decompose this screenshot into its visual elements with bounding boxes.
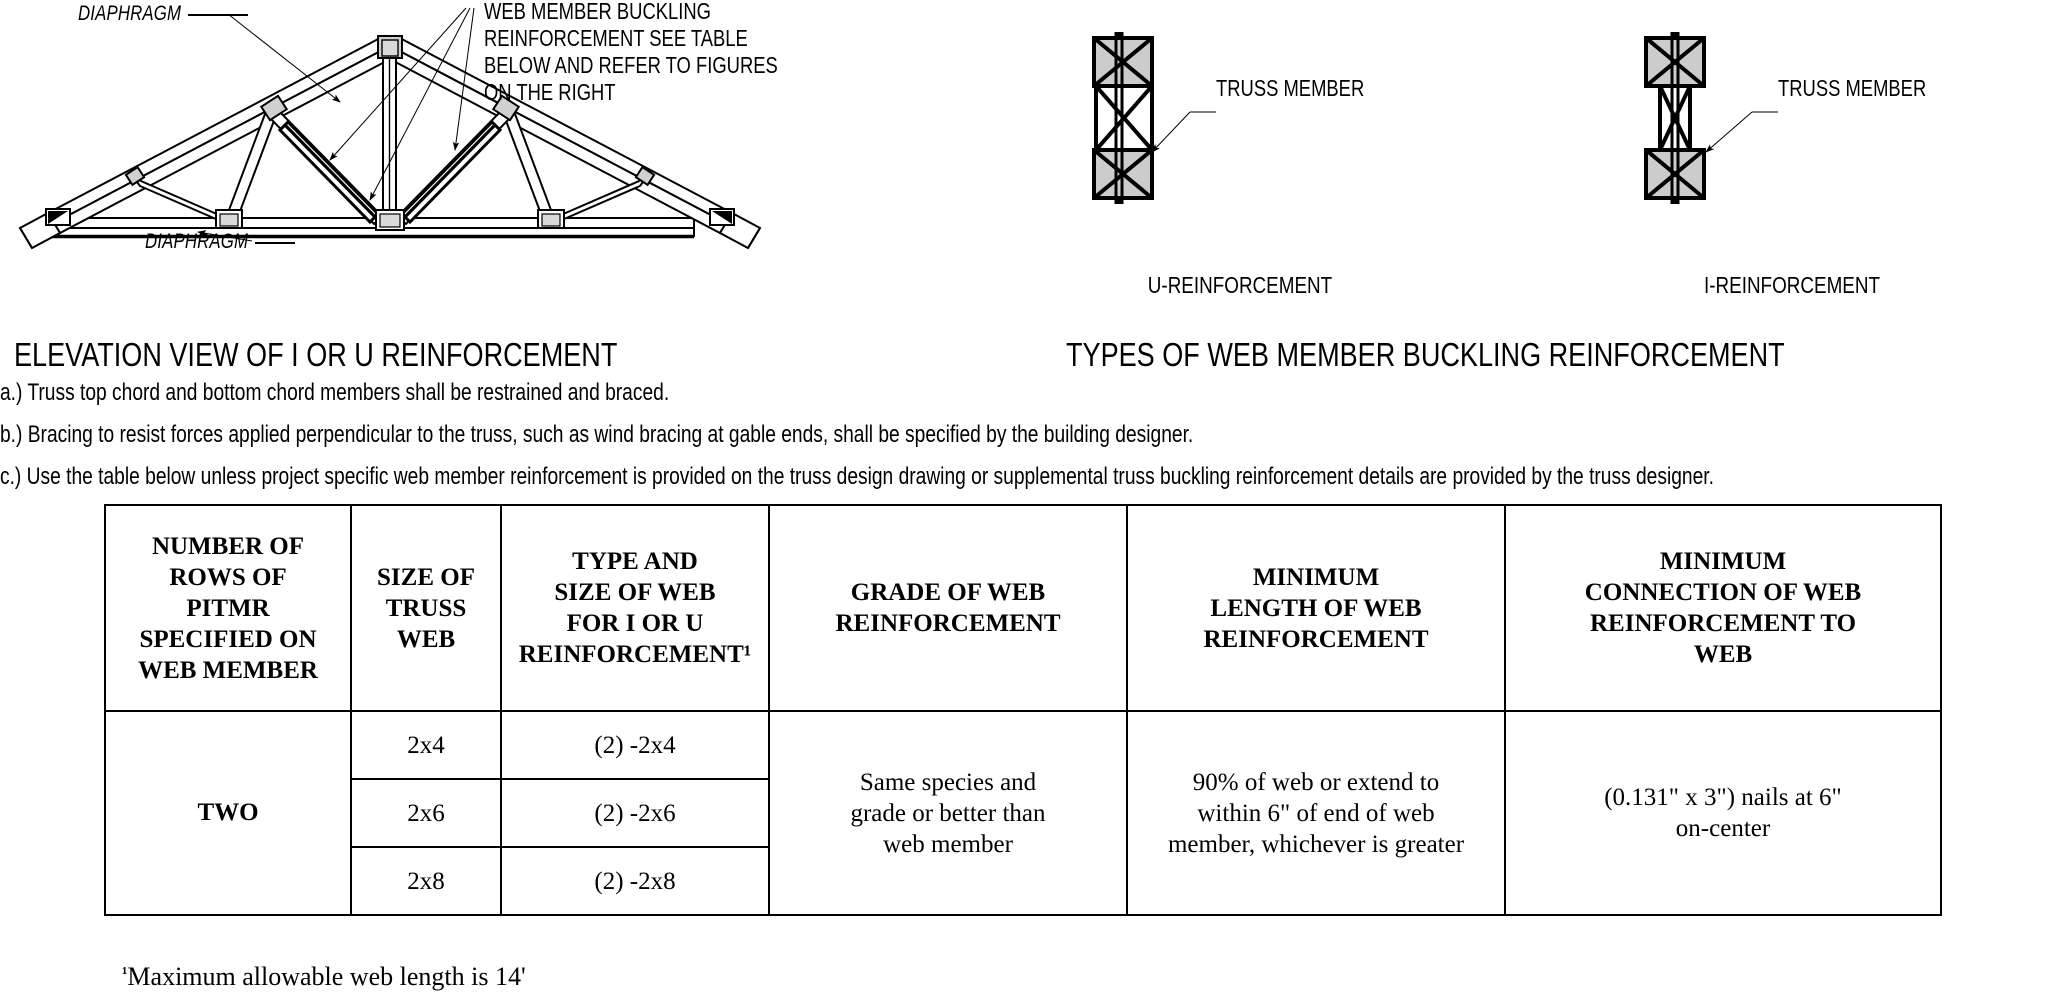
cell-web-size-1: 2x4 [351, 711, 501, 779]
table-row [105, 711, 1941, 779]
reinforcement-strip-right [402, 122, 500, 222]
u-reinforcement-label: U-REINFORCEMENT [1147, 272, 1333, 298]
header-line: REINFORCEMENT [1203, 625, 1429, 653]
callout-web-line-3: BELOW AND REFER TO FIGURES [484, 52, 778, 78]
header-line: REINFORCEMENT TO [1589, 610, 1857, 637]
header-line: REINFORCEMENT¹ [518, 641, 752, 668]
header-line: GRADE OF WEB [850, 579, 1046, 606]
header-size-of-truss-web [351, 505, 501, 711]
cell-line: 90% of web or extend to [1192, 768, 1440, 796]
types-of-reinforcement-title: TYPES OF WEB MEMBER BUCKLING REINFORCEMENT [1066, 336, 1785, 373]
leader-diaphragm-bottom [255, 242, 295, 244]
cell-minimum-connection [1505, 711, 1941, 915]
cell-line: grade or better than [850, 799, 1046, 827]
cell-web-size-2: 2x6 [351, 779, 501, 847]
header-type-and-size-of-web [501, 505, 769, 711]
footnote-superscript: ¹ [122, 963, 128, 983]
reinforcement-strip-left [280, 122, 378, 222]
table-head [105, 505, 1941, 711]
note-b: b.) Bracing to resist forces applied perpendicular to the truss, such as wind bracing at gable ends, shall be specified by the building designer. [0, 421, 1194, 448]
header-line: CONNECTION OF WEB [1584, 579, 1862, 606]
king-post [383, 48, 396, 220]
elevation-view-title: ELEVATION VIEW OF I OR U REINFORCEMENT [14, 336, 618, 373]
header-line: REINFORCEMENT [835, 610, 1061, 637]
header-line: SIZE OF [377, 563, 475, 591]
header-line: ROWS OF [169, 563, 287, 591]
u-truss-member-label: TRUSS MEMBER [1216, 75, 1365, 101]
cell-web-size-3: 2x8 [351, 847, 501, 915]
cell-line: within 6" of end of web [1197, 799, 1435, 827]
i-profile [1660, 86, 1690, 150]
callout-web-line-2: REINFORCEMENT SEE TABLE [484, 25, 748, 51]
table-header-row [105, 505, 1941, 711]
note-c: c.) Use the table below unless project specific web member reinforcement is provided on the truss design drawing or supplemental truss buckling reinforcement details are provided by the truss designer. [0, 463, 1714, 490]
callout-web-line-1: WEB MEMBER BUCKLING [484, 0, 711, 24]
table-footnote [122, 962, 526, 992]
header-line: WEB [396, 625, 456, 653]
u-profile [1096, 86, 1152, 150]
callout-web-member-buckling [484, 0, 814, 106]
header-line: PITMR [186, 594, 270, 622]
header-line: WEB MEMBER [138, 656, 318, 684]
cell-reinforcement-size-2: (2) -2x6 [501, 779, 769, 847]
cell-line: member, whichever is greater [1167, 830, 1465, 858]
header-line: NUMBER OF [151, 532, 305, 560]
header-line: SPECIFIED ON [139, 625, 317, 653]
header-line: MINIMUM [1659, 548, 1787, 575]
table-body [105, 711, 1941, 915]
reinforcement-table-container [104, 504, 1940, 916]
note-a: a.) Truss top chord and bottom chord members shall be restrained and braced. [0, 379, 670, 406]
reinforcement-table [104, 504, 1942, 916]
cell-grade-of-web-reinforcement [769, 711, 1127, 915]
header-minimum-length-of-web-reinforcement [1127, 505, 1505, 711]
i-top-block [1646, 38, 1704, 86]
cell-line: (0.131" x 3") nails at 6" [1604, 784, 1842, 811]
callout-web-line-4: ON THE RIGHT [484, 79, 616, 105]
header-line: LENGTH OF WEB [1210, 594, 1422, 622]
cell-minimum-length [1127, 711, 1505, 915]
header-grade-of-web-reinforcement [769, 505, 1127, 711]
cell-reinforcement-size-1: (2) -2x4 [501, 711, 769, 779]
cell-line: web member [883, 830, 1013, 858]
header-minimum-connection-of-web-reinforcement-to-web [1505, 505, 1941, 711]
header-line: FOR I OR U [566, 610, 704, 637]
callout-diaphragm-bottom-text: DIAPHRAGM [145, 230, 249, 253]
i-truss-member-label: TRUSS MEMBER [1778, 75, 1927, 101]
u-reinforcement-figure [1094, 32, 1216, 204]
callout-diaphragm-top-text: DIAPHRAGM [78, 2, 182, 25]
footnote-text: Maximum allowable web length is 14' [127, 962, 526, 991]
i-reinforcement-figure [1646, 32, 1778, 204]
header-number-of-rows [105, 505, 351, 711]
header-line: SIZE OF WEB [554, 579, 716, 606]
header-line: TRUSS [385, 594, 467, 622]
header-line: TYPE AND [572, 548, 698, 575]
cell-row-label-two: TWO [105, 711, 351, 915]
cell-line: Same species and [859, 768, 1037, 796]
cell-line: on-center [1675, 815, 1771, 842]
i-bottom-block [1646, 150, 1704, 198]
header-line: WEB [1693, 641, 1753, 668]
i-reinforcement-label: I-REINFORCEMENT [1703, 272, 1881, 298]
cell-reinforcement-size-3: (2) -2x8 [501, 847, 769, 915]
notes-block [0, 378, 2052, 504]
header-line: MINIMUM [1252, 563, 1380, 591]
leader-diaphragm-top [188, 14, 248, 16]
